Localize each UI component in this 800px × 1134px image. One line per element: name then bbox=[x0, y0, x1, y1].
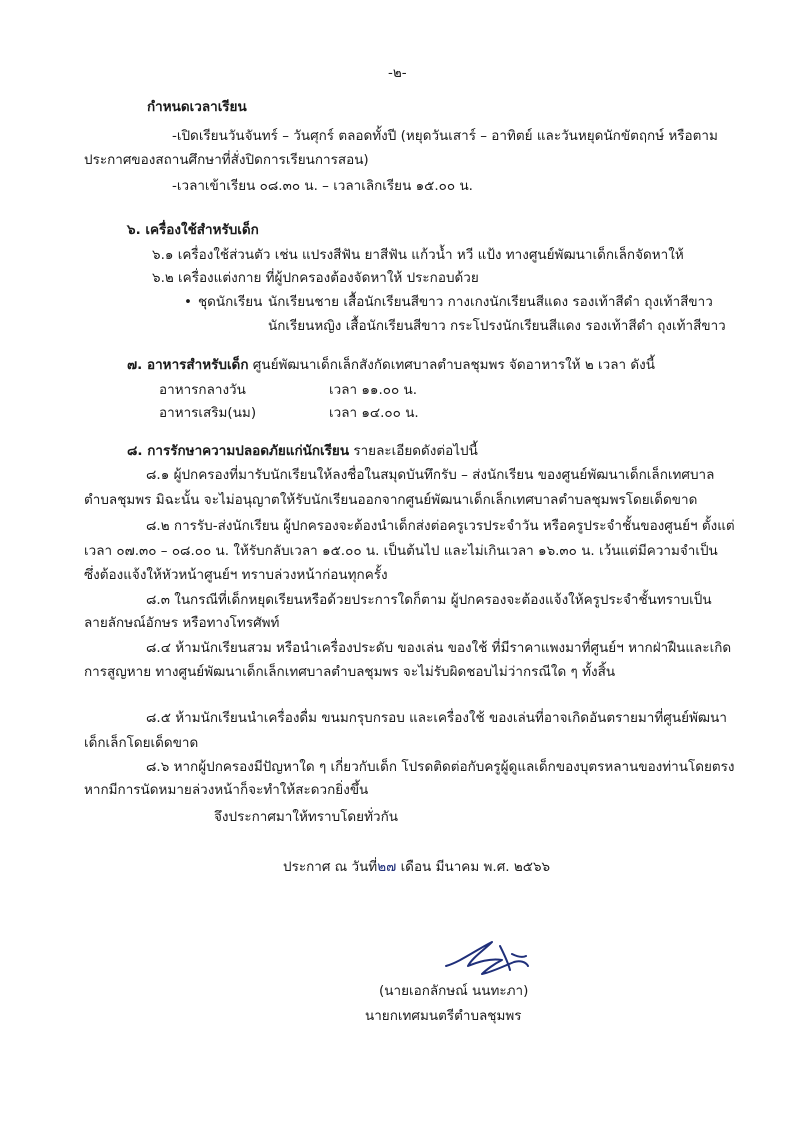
announce-day: ๒๗ bbox=[377, 859, 397, 875]
uniform-label: ชุดนักเรียน bbox=[198, 294, 263, 310]
uniform-boys: นักเรียนชาย เสื้อนักเรียนสีขาว กางเกงนักเรียนสีแดง รองเท้าสีดำ ถุงเท้าสีขาว bbox=[268, 294, 713, 310]
snack-label: อาหารเสริม(นม) bbox=[159, 405, 257, 421]
section6-item2: ๖.๒ เครื่องแต่งกาย ที่ผู้ปกครองต้องจัดหาให้ ประกอบด้วย bbox=[152, 270, 479, 286]
uniform-girls: นักเรียนหญิง เสื้อนักเรียนสีขาว กระโปรงนักเรียนสีแดง รองเท้าสีดำ ถุงเท้าสีขาว bbox=[268, 318, 726, 334]
page-number: -๒- bbox=[388, 65, 407, 81]
rule-8-3-line2: ลายลักษณ์อักษร หรือทางโทรศัพท์ bbox=[84, 615, 280, 631]
rule-8-3-line1: ๘.๓ ในกรณีที่เด็กหยุดเรียนหรือด้วยประการใดก็ตาม ผู้ปกครองจะต้องแจ้งให้ครูประจำชั้นทราบเป็น bbox=[146, 592, 712, 608]
section8-heading: ๘. การรักษาความปลอดภัยแก่นักเรียน bbox=[127, 443, 350, 459]
section7-intro: ศูนย์พัฒนาเด็กเล็กสังกัดเทศบาลตำบลชุมพร จัดอาหารให้ ๒ เวลา ดังนี้ bbox=[248, 357, 655, 373]
rule-8-1-line2: ตำบลชุมพร มิฉะนั้น จะไม่อนุญาตให้รับนักเรียนออกจากศูนย์พัฒนาเด็กเล็กเทศบาลตำบลชุมพรโดยเด็ดขาด bbox=[84, 492, 698, 508]
rule-8-5-line2: เด็กเล็กโดยเด็ดขาด bbox=[84, 735, 199, 751]
section7-heading: ๗. อาหารสำหรับเด็ก bbox=[127, 357, 249, 373]
section8-intro: รายละเอียดดังต่อไปนี้ bbox=[349, 443, 478, 459]
section6-heading: ๖. เครื่องใช้สำหรับเด็ก bbox=[127, 222, 259, 238]
rule-8-4-line2: การสูญหาย ทางศูนย์พัฒนาเด็กเล็กเทศบาลตำบลชุมพร จะไม่รับผิดชอบไม่ว่ากรณีใด ๆ ทั้งสิ้น bbox=[84, 664, 616, 680]
schedule-days-line2: ประกาศของสถานศึกษาที่สั่งปิดการเรียนการสอน) bbox=[84, 152, 369, 168]
signer-name: (นายเอกลักษณ์ นนทะภา) bbox=[379, 983, 529, 999]
closing-text: จึงประกาศมาให้ทราบโดยทั่วกัน bbox=[214, 809, 398, 825]
announce-prefix: ประกาศ ณ วันที่ bbox=[283, 859, 378, 875]
announcement-date bbox=[283, 857, 550, 877]
rule-8-6-line1: ๘.๖ หากผู้ปกครองมีปัญหาใด ๆ เกี่ยวกับเด็ก โปรดติดต่อกับครูผู้ดูแลเด็กของบุตรหลานของท่านโดยตรง bbox=[146, 759, 735, 775]
section8-line bbox=[127, 441, 478, 461]
section6-item1: ๖.๑ เครื่องใช้ส่วนตัว เช่น แปรงสีฟัน ยาสีฟัน แก้วน้ำ หวี แป้ง ทางศูนย์พัฒนาเด็กเล็กจัดหาให้ bbox=[152, 247, 684, 263]
snack-time: เวลา ๑๔.๐๐ น. bbox=[329, 405, 419, 421]
bullet-icon: • bbox=[184, 294, 192, 310]
rule-8-4-line1: ๘.๔ ห้ามนักเรียนสวม หรือนำเครื่องประดับ ของเล่น ของใช้ ที่มีราคาแพงมาที่ศูนย์ฯ หากฝ่าฝืนและเกิด bbox=[146, 640, 732, 656]
rule-8-6-line2: หากมีการนัดหมายล่วงหน้าก็จะทำให้สะดวกยิ่งขึ้น bbox=[84, 782, 369, 798]
rule-8-5-line1: ๘.๕ ห้ามนักเรียนนำเครื่องดื่ม ขนมกรุบกรอบ และเครื่องใช้ ของเล่นที่อาจเกิดอันตรายมาที่ศูนย์พัฒนา bbox=[146, 710, 727, 726]
rule-8-1-line1: ๘.๑ ผู้ปกครองที่มารับนักเรียนให้ลงชื่อในสมุดบันทึกรับ – ส่งนักเรียน ของศูนย์พัฒนาเด็กเล็กเทศบาล bbox=[146, 467, 715, 483]
lunch-time: เวลา ๑๑.๐๐ น. bbox=[329, 382, 418, 398]
rule-8-2-line2: เวลา ๐๗.๓๐ – ๐๘.๐๐ น. ให้รับกลับเวลา ๑๕.๐๐ น. เป็นต้นไป และไม่เกินเวลา ๑๖.๓๐ น. เว้นแต่มีความจำเป็น bbox=[84, 543, 718, 559]
schedule-heading: กำหนดเวลาเรียน bbox=[147, 99, 247, 115]
section7-line bbox=[127, 355, 655, 375]
rule-8-2-line1: ๘.๒ การรับ-ส่งนักเรียน ผู้ปกครองจะต้องนำเด็กส่งต่อครูเวรประจำวัน หรือครูประจำชั้นของศูนย์ฯ ตั้งแต่ bbox=[146, 518, 735, 534]
lunch-label: อาหารกลางวัน bbox=[159, 382, 246, 398]
announce-suffix: เดือน มีนาคม พ.ศ. ๒๕๖๖ bbox=[396, 859, 551, 875]
signature-image bbox=[442, 936, 532, 982]
schedule-time: -เวลาเข้าเรียน ๐๘.๓๐ น. – เวลาเลิกเรียน ๑๕.๐๐ น. bbox=[172, 178, 473, 194]
signer-title: นายกเทศมนตรีตำบลชุมพร bbox=[365, 1008, 522, 1024]
schedule-days-line1: -เปิดเรียนวันจันทร์ – วันศุกร์ ตลอดทั้งปี (หยุดวันเสาร์ – อาทิตย์ และวันหยุดนักขัตฤกษ์ หรือตาม bbox=[172, 128, 718, 144]
rule-8-2-line3: ซึ่งต้องแจ้งให้หัวหน้าศูนย์ฯ ทราบล่วงหน้าก่อนทุกครั้ง bbox=[84, 567, 388, 583]
